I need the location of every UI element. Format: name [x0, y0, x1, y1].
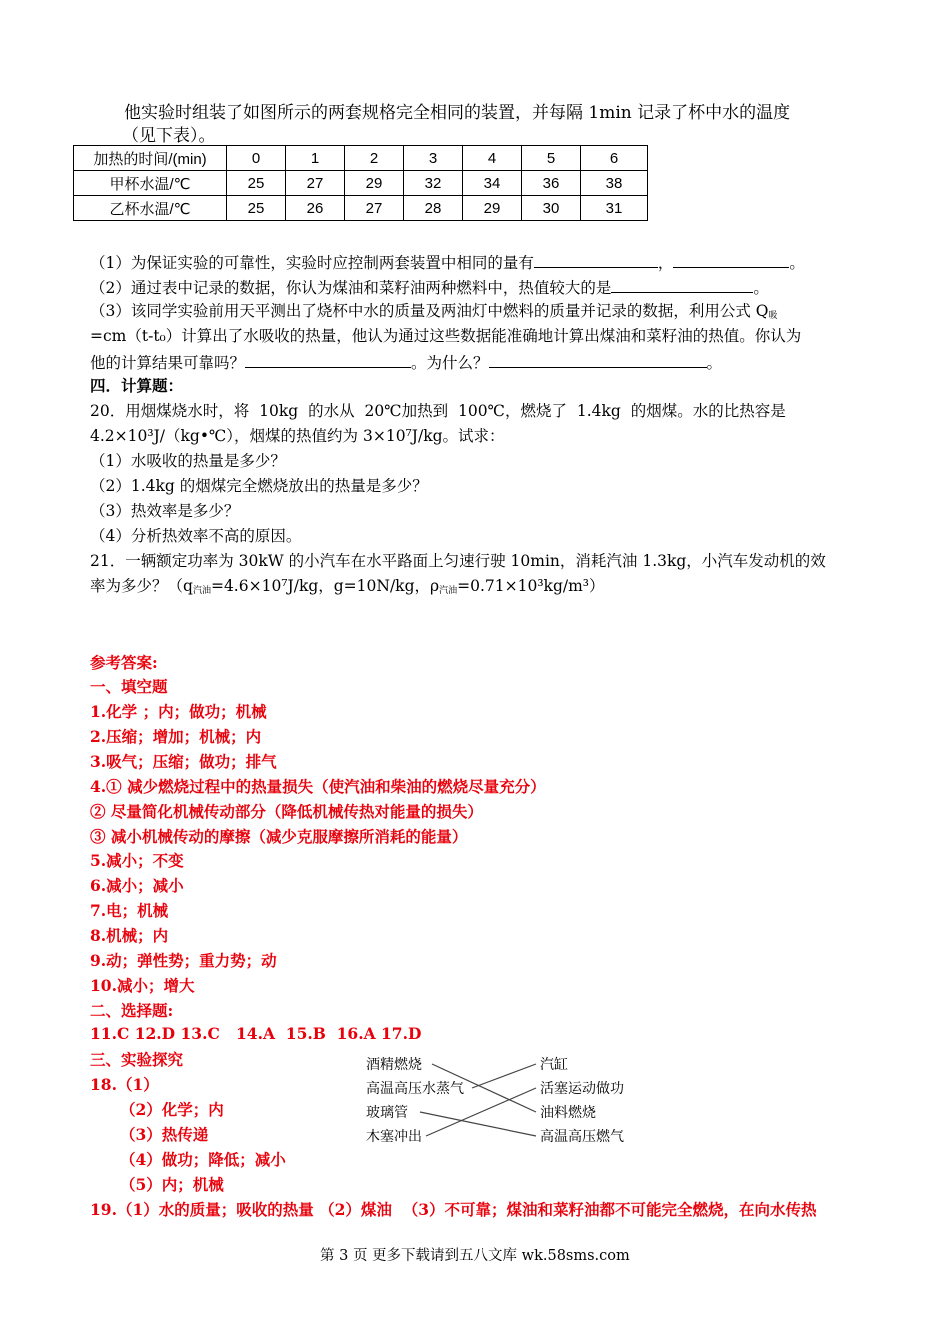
- answer-blank: [673, 251, 789, 268]
- table-row: [74, 196, 648, 221]
- table-cell: 32: [404, 171, 463, 196]
- answer-18-5: （5）内；机械: [120, 1175, 224, 1194]
- table-cell: 29: [345, 171, 404, 196]
- q19-3-text: （3）该同学实验前用天平测出了烧杯中水的质量及两油灯中燃料的质量并记录的数据，利用公式 Q: [90, 302, 769, 320]
- q21-subscript-2: 汽油: [439, 586, 458, 596]
- table-cell: 0: [227, 146, 286, 171]
- figure-right-item: 油料燃烧: [540, 1105, 596, 1121]
- answers-section-2: 二、选择题:: [90, 1001, 174, 1020]
- match-line: [472, 1064, 536, 1088]
- q21-subscript-1: 汽油: [192, 586, 211, 596]
- answer-1: 1.化学 ；内；做功；机械: [90, 702, 267, 721]
- answer-18-3: （3）热传递: [120, 1125, 209, 1144]
- figure-left-item: 木塞冲出: [366, 1129, 422, 1145]
- q19-3-subscript: 吸: [768, 311, 778, 321]
- table-cell: 甲杯水温/℃: [74, 171, 227, 196]
- matching-lines: [360, 1052, 630, 1148]
- question-20-2: （2）1.4kg 的烟煤完全燃烧放出的热量是多少？: [90, 477, 428, 495]
- q19-3-text-a: 他的计算结果可靠吗？: [90, 354, 246, 372]
- table-cell: 38: [581, 171, 648, 196]
- intro-line-1: 他实验时组装了如图所示的两套规格完全相同的装置，并每隔 1min 记录了杯中水的温度: [124, 103, 791, 123]
- answer-blank: [489, 351, 707, 368]
- answer-10: 10.减小；增大: [90, 976, 195, 995]
- q19-1-text: （1）为保证实验的可靠性，实验时应控制两套装置中相同的量有: [90, 254, 534, 272]
- question-19-3-line-3: [90, 351, 722, 373]
- answers-section-3: 三、实验探究: [90, 1050, 184, 1069]
- table-cell: 1: [286, 146, 345, 171]
- answer-19: 19.（1）水的质量；吸收的热量 （2）煤油 （3）不可靠；煤油和菜籽油都不可能完全燃烧，在向水传热: [90, 1200, 817, 1219]
- temperature-table: [73, 145, 648, 221]
- question-20-4: （4）分析热效率不高的原因。: [90, 527, 302, 545]
- q19-1-sep: ，: [657, 254, 674, 272]
- answer-6: 6.减小；减小: [90, 876, 184, 895]
- table-cell: 25: [227, 171, 286, 196]
- answers-title: 参考答案:: [90, 653, 158, 672]
- table-cell: 27: [286, 171, 345, 196]
- table-cell: 3: [404, 146, 463, 171]
- question-19-3-line-2: =cm（t-t₀）计算出了水吸收的热量，他认为通过这些数据能准确地计算出煤油和菜籽油的热值。你认为: [90, 327, 802, 345]
- table-cell: 31: [581, 196, 648, 221]
- match-line: [432, 1064, 536, 1112]
- table-cell: 4: [463, 146, 522, 171]
- figure-right-item: 活塞运动做功: [540, 1081, 624, 1097]
- match-line: [426, 1088, 536, 1136]
- figure-right-item: 汽缸: [540, 1057, 568, 1073]
- answer-9: 9.动；弹性势；重力势；动: [90, 951, 277, 970]
- answer-8: 8.机械；内: [90, 926, 169, 945]
- answer-18-4: （4）做功；降低；减小: [120, 1150, 286, 1169]
- answer-4b: ② 尽量简化机械传动部分（降低机械传热对能量的损失）: [90, 802, 483, 821]
- table-cell: 30: [522, 196, 581, 221]
- answer-3: 3.吸气；压缩；做功；排气: [90, 752, 277, 771]
- table-cell: 6: [581, 146, 648, 171]
- figure-left-item: 酒精燃烧: [366, 1057, 422, 1073]
- answer-18-2: （2）化学；内: [120, 1100, 224, 1119]
- q21-text-a: 率为多少？（q: [90, 577, 193, 595]
- question-20-3: （3）热效率是多少？: [90, 502, 240, 520]
- table-cell: 34: [463, 171, 522, 196]
- answer-5: 5.减小；不变: [90, 851, 184, 870]
- question-19-1: [90, 251, 805, 273]
- question-21-line-2: [90, 576, 605, 601]
- question-19-2: [90, 276, 769, 298]
- q19-3-text-b: 。为什么？: [411, 354, 489, 372]
- question-21-line-1: 21．一辆额定功率为 30kW 的小汽车在水平路面上匀速行驶 10min，消耗汽油 1.3kg，小汽车发动机的效: [90, 552, 826, 570]
- figure-right-item: 高温高压燃气: [540, 1129, 624, 1145]
- answer-blank: [245, 351, 411, 368]
- q21-text-c: =0.71×10³kg/m³）: [457, 577, 605, 595]
- matching-figure: [360, 1052, 630, 1148]
- question-20-1: （1）水吸收的热量是多少？: [90, 452, 286, 470]
- table-cell: 乙杯水温/℃: [74, 196, 227, 221]
- table-row: [74, 171, 648, 196]
- table-cell: 加热的时间/(min): [74, 146, 227, 171]
- question-20-line-2: 4.2×10³J/（kg•℃），烟煤的热值约为 3×10⁷J/kg。试求：: [90, 427, 505, 445]
- table-cell: 36: [522, 171, 581, 196]
- q19-2-text: （2）通过表中记录的数据，你认为煤油和菜籽油两种燃料中，热值较大的是: [90, 279, 612, 297]
- table-cell: 5: [522, 146, 581, 171]
- q19-2-end: 。: [753, 279, 769, 297]
- answer-2: 2.压缩；增加；机械；内: [90, 727, 262, 746]
- table-cell: 28: [404, 196, 463, 221]
- q19-3-text-c: 。: [706, 354, 723, 372]
- figure-left-item: 玻璃管: [366, 1105, 408, 1121]
- table-cell: 2: [345, 146, 404, 171]
- q21-text-b: =4.6×10⁷J/kg，g=10N/kg，ρ: [210, 577, 440, 595]
- table-cell: 27: [345, 196, 404, 221]
- answer-blank: [534, 251, 658, 268]
- figure-left-item: 高温高压水蒸气: [366, 1081, 464, 1097]
- table-cell: 26: [286, 196, 345, 221]
- table-cell: 25: [227, 196, 286, 221]
- match-line: [420, 1112, 536, 1136]
- table-cell: 29: [463, 196, 522, 221]
- question-19-3-line-1: [90, 301, 778, 326]
- intro-line-2: （见下表）。: [122, 126, 216, 146]
- answer-11-17: 11.C 12.D 13.C 14.A 15.B 16.A 17.D: [90, 1024, 422, 1043]
- section-4-title: 四．计算题：: [90, 376, 184, 395]
- page-footer: 第 3 页 更多下载请到五八文库 wk.58sms.com: [320, 1248, 630, 1264]
- q19-1-end: 。: [789, 254, 805, 272]
- answers-section-1: 一、填空题: [90, 677, 168, 696]
- answer-7: 7.电；机械: [90, 901, 169, 920]
- answer-4c: ③ 减小机械传动的摩擦（减少克服摩擦所消耗的能量）: [90, 827, 468, 846]
- table-header-row: [74, 146, 648, 171]
- answer-4: 4.① 减少燃烧过程中的热量损失（使汽油和柴油的燃烧尽量充分）: [90, 777, 546, 796]
- answer-18: 18.（1）: [90, 1075, 159, 1094]
- question-20-line-1: 20．用烟煤烧水时，将 10kg 的水从 20℃加热到 100℃，燃烧了 1.4kg 的烟煤。水的比热容是: [90, 402, 786, 420]
- answer-blank: [611, 276, 753, 293]
